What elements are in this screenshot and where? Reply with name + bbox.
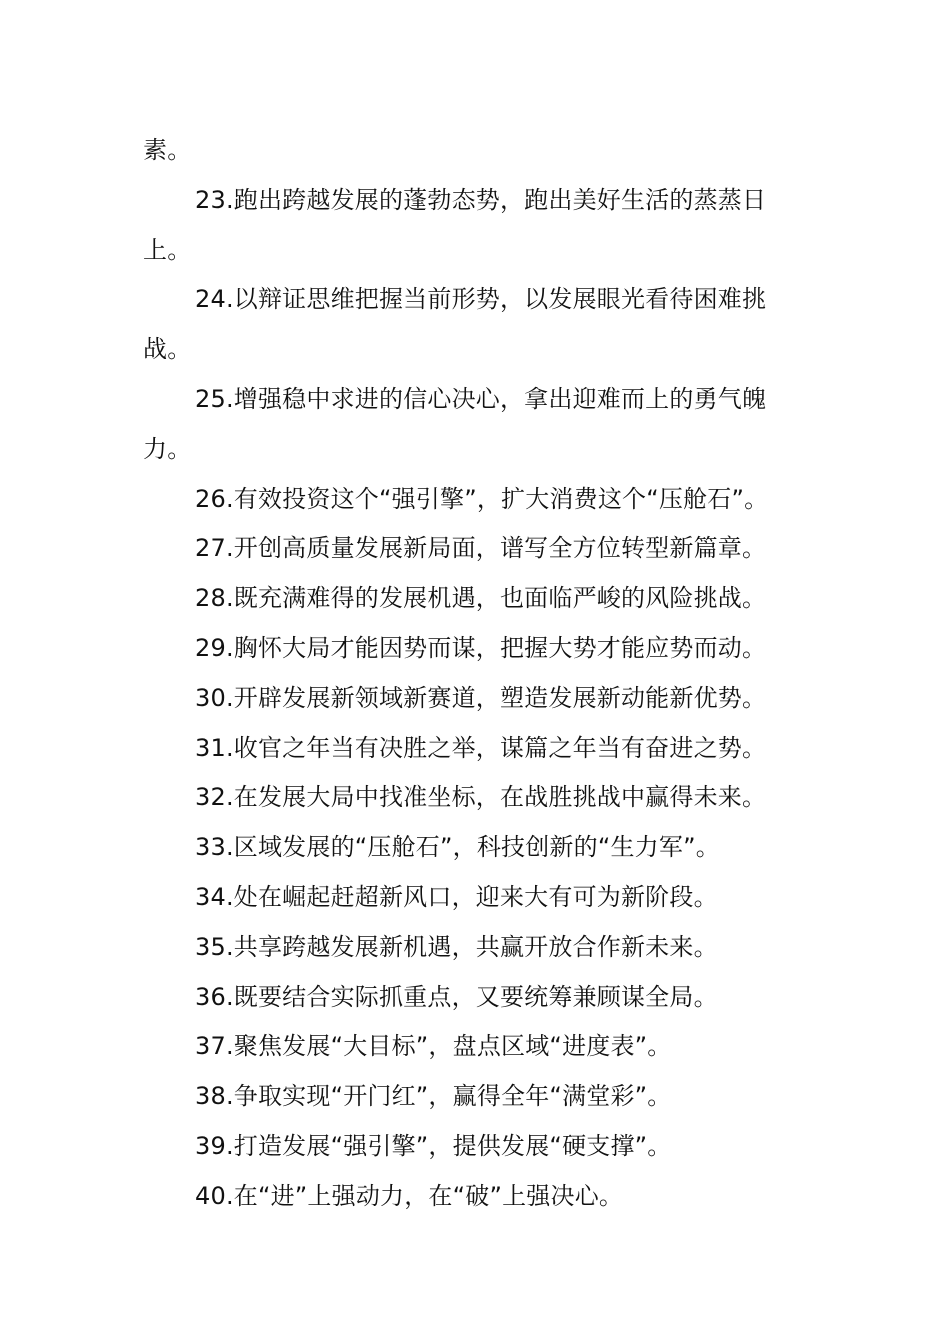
paragraph-item-28: 28.既充满难得的发展机遇，也面临严峻的风险挑战。: [195, 584, 767, 613]
paragraph-item-26: 26.有效投资这个“强引擎”，扩大消费这个“压舱石”。: [195, 484, 769, 513]
paragraph-item-30: 30.开辟发展新领域新赛道，塑造发展新动能新优势。: [195, 683, 767, 712]
paragraph-item-32: 32.在发展大局中找准坐标，在战胜挑战中赢得未来。: [195, 783, 767, 812]
paragraph-item-31: 31.收官之年当有决胜之举，谋篇之年当有奋进之势。: [195, 733, 767, 762]
paragraph-item-34: 34.处在崛起赶超新风口，迎来大有可为新阶段。: [195, 882, 718, 911]
paragraph-item-29: 29.胸怀大局才能因势而谋，把握大势才能应势而动。: [195, 633, 767, 662]
paragraph-item-40: 40.在“进”上强动力，在“破”上强决心。: [195, 1181, 624, 1210]
paragraph-item-39: 39.打造发展“强引擎”，提供发展“硬支撑”。: [195, 1131, 672, 1160]
paragraph-item-25: 25.增强稳中求进的信心决心，拿出迎难而上的勇气魄力。: [143, 384, 767, 463]
paragraph-item-36: 36.既要结合实际抓重点，又要统筹兼顾谋全局。: [195, 982, 718, 1011]
paragraph-item-38: 38.争取实现“开门红”，赢得全年“满堂彩”。: [195, 1082, 672, 1111]
document-body: [143, 126, 809, 1222]
paragraph-item-33: 33.区域发展的“压舱石”，科技创新的“生力军”。: [195, 833, 720, 862]
paragraph-item-35: 35.共享跨越发展新机遇，共赢开放合作新未来。: [195, 932, 718, 961]
paragraph-item-24: 24.以辩证思维把握当前形势，以发展眼光看待困难挑战。: [143, 285, 767, 364]
paragraph-continuation: 素。: [143, 136, 192, 164]
paragraph-item-23: 23.跑出跨越发展的蓬勃态势，跑出美好生活的蒸蒸日上。: [143, 185, 767, 264]
paragraph-item-27: 27.开创高质量发展新局面，谱写全方位转型新篇章。: [195, 534, 767, 563]
paragraph-item-37: 37.聚焦发展“大目标”，盘点区域“进度表”。: [195, 1032, 672, 1061]
